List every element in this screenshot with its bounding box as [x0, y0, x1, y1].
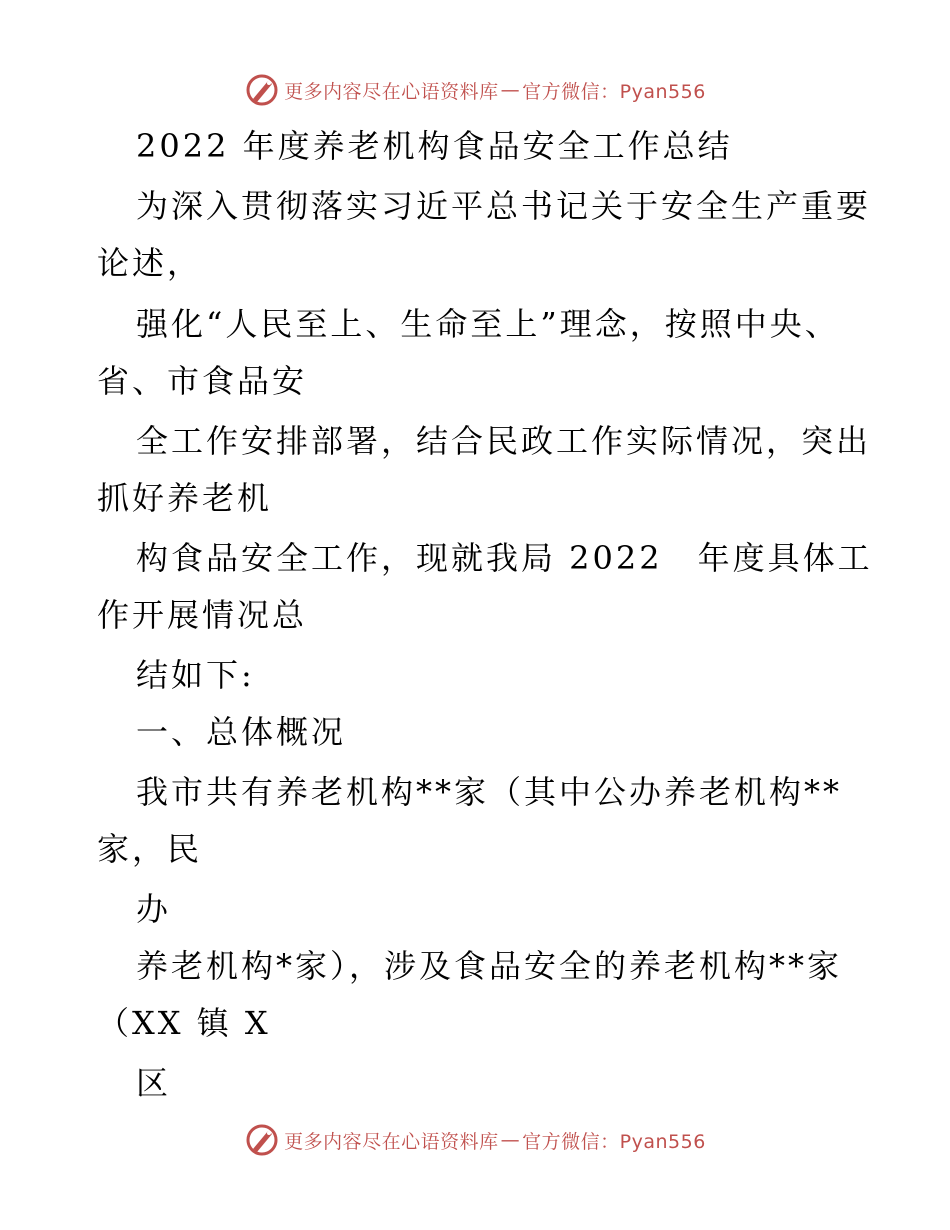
footer-banner	[0, 1120, 950, 1160]
paragraph-line: 区	[136, 1064, 172, 1102]
banner-wechat-text: 官方微信：Pyan556	[522, 1130, 706, 1153]
paragraph-line: 强化“人民至上、生命至上”理念，按照中央、	[136, 305, 840, 343]
paragraph-line: 抓好养老机	[97, 479, 273, 517]
pen-logo-icon	[244, 1122, 280, 1158]
paragraph-line: 家，民	[97, 830, 203, 868]
paragraph-line: 养老机构*家），涉及食品安全的养老机构**家	[136, 947, 843, 985]
paragraph-line: 构食品安全工作，现就我局 2022 年度具体工	[136, 539, 873, 577]
paragraph-line: 论述，	[97, 244, 203, 282]
banner-brand-text: 更多内容尽在心语资料库	[284, 1130, 499, 1153]
paragraph-line: 省、市食品安	[97, 362, 308, 400]
banner-brand-text: 更多内容尽在心语资料库	[284, 80, 499, 103]
banner-separator: —	[500, 1129, 521, 1151]
paragraph-line: 结如下:	[136, 656, 255, 694]
paragraph-line: 我市共有养老机构**家（其中公办养老机构**	[136, 773, 843, 811]
paragraph-line: 为深入贯彻落实习近平总书记关于安全生产重要	[136, 187, 872, 225]
paragraph-line: 作开展情况总	[97, 596, 308, 634]
document-title: 2022 年度养老机构食品安全工作总结	[136, 127, 733, 165]
banner-wechat-text: 官方微信：Pyan556	[522, 80, 706, 103]
paragraph-line: 办	[136, 890, 172, 928]
banner-separator: —	[500, 79, 521, 101]
paragraph-line: （XX 镇 X	[97, 1004, 271, 1042]
section-heading: 一、总体概况	[136, 713, 347, 751]
paragraph-line: 全工作安排部署，结合民政工作实际情况，突出	[136, 422, 872, 460]
